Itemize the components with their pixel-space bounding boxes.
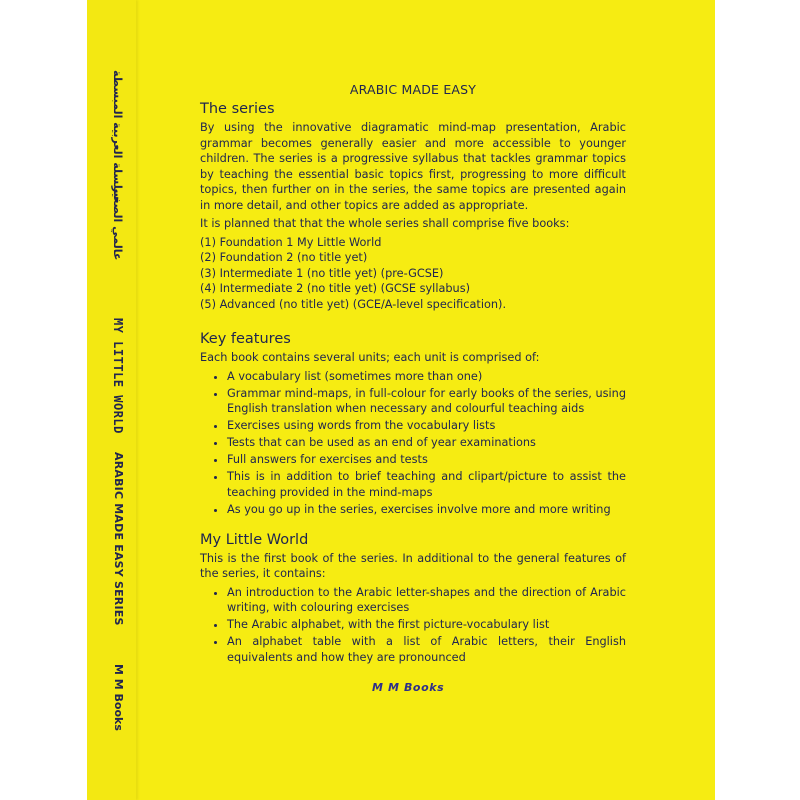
spine-arabic-title: عالمي الصغير — [111, 186, 124, 261]
list-item: (4) Intermediate 2 (no title yet) (GCSE syllabus) — [200, 282, 470, 295]
series-plan-intro: It is planned that that the whole series shall comprise five books: — [200, 217, 570, 230]
book-list — [200, 235, 626, 313]
publisher-logo: M M Books — [372, 681, 445, 694]
page-title: ARABIC MADE EASY — [349, 82, 477, 97]
series-paragraph: By using the innovative diagramatic mind-map presentation, Arabic grammar becomes generally easier and more accessible to younger children. The series is a progressive syllabus that tackles grammar topics by teaching the essential basic topics first, progressing to more difficult topics, then further on in the series, the same topics are presented again in more detail, and other topics are added as appropriate. — [200, 121, 626, 212]
list-item: • Grammar mind-maps, in full-colour for early books of the series, using English translation when necessary and colourful teaching aids — [227, 386, 626, 417]
spine-series-name: ARABIC MADE EASY SERIES — [112, 452, 125, 626]
list-item: • Tests that can be used as an end of year examinations — [227, 435, 626, 451]
list-item: (3) Intermediate 1 (no title yet) (pre-GCSE) — [200, 266, 444, 280]
list-item: • As you go up in the series, exercises involve more and more writing — [227, 502, 626, 518]
list-item: • Full answers for exercises and tests — [227, 452, 626, 468]
book-contents-list — [200, 585, 626, 666]
list-item: • A vocabulary list (sometimes more than one) — [227, 369, 626, 385]
features-list — [200, 369, 626, 518]
series-heading: The series — [200, 101, 275, 117]
book-heading: My Little World — [200, 531, 309, 548]
list-item: (2) Foundation 2 (no title yet) — [200, 251, 368, 264]
list-item: • This is in addition to brief teaching and clipart/picture to assist the teaching provided in the mind-maps — [227, 469, 626, 500]
list-item: • An alphabet table with a list of Arabic letters, their English equivalents and how they are pronounced — [227, 634, 626, 665]
book-intro: This is the first book of the series. In additional to the general features of the series, it contains: — [200, 551, 626, 580]
list-item: • The Arabic alphabet, with the first picture-vocabulary list — [227, 617, 626, 633]
back-cover-text — [200, 82, 626, 667]
spine-title: MY LITTLE WORLD — [111, 318, 125, 434]
list-item: (5) Advanced (no title yet) (GCE/A-level specification). — [200, 297, 507, 311]
list-item: • Exercises using words from the vocabulary lists — [227, 418, 626, 434]
list-item: (1) Foundation 1 My Little World — [200, 235, 382, 249]
list-item: • An introduction to the Arabic letter-shapes and the direction of Arabic writing, with colouring exercises — [227, 585, 626, 616]
spine-arabic-series: سلسلة العربية المبسطة — [111, 70, 124, 200]
features-intro: Each book contains several units; each unit is comprised of: — [200, 351, 540, 364]
spine-publisher: M M Books — [112, 664, 125, 731]
features-heading: Key features — [200, 331, 291, 347]
